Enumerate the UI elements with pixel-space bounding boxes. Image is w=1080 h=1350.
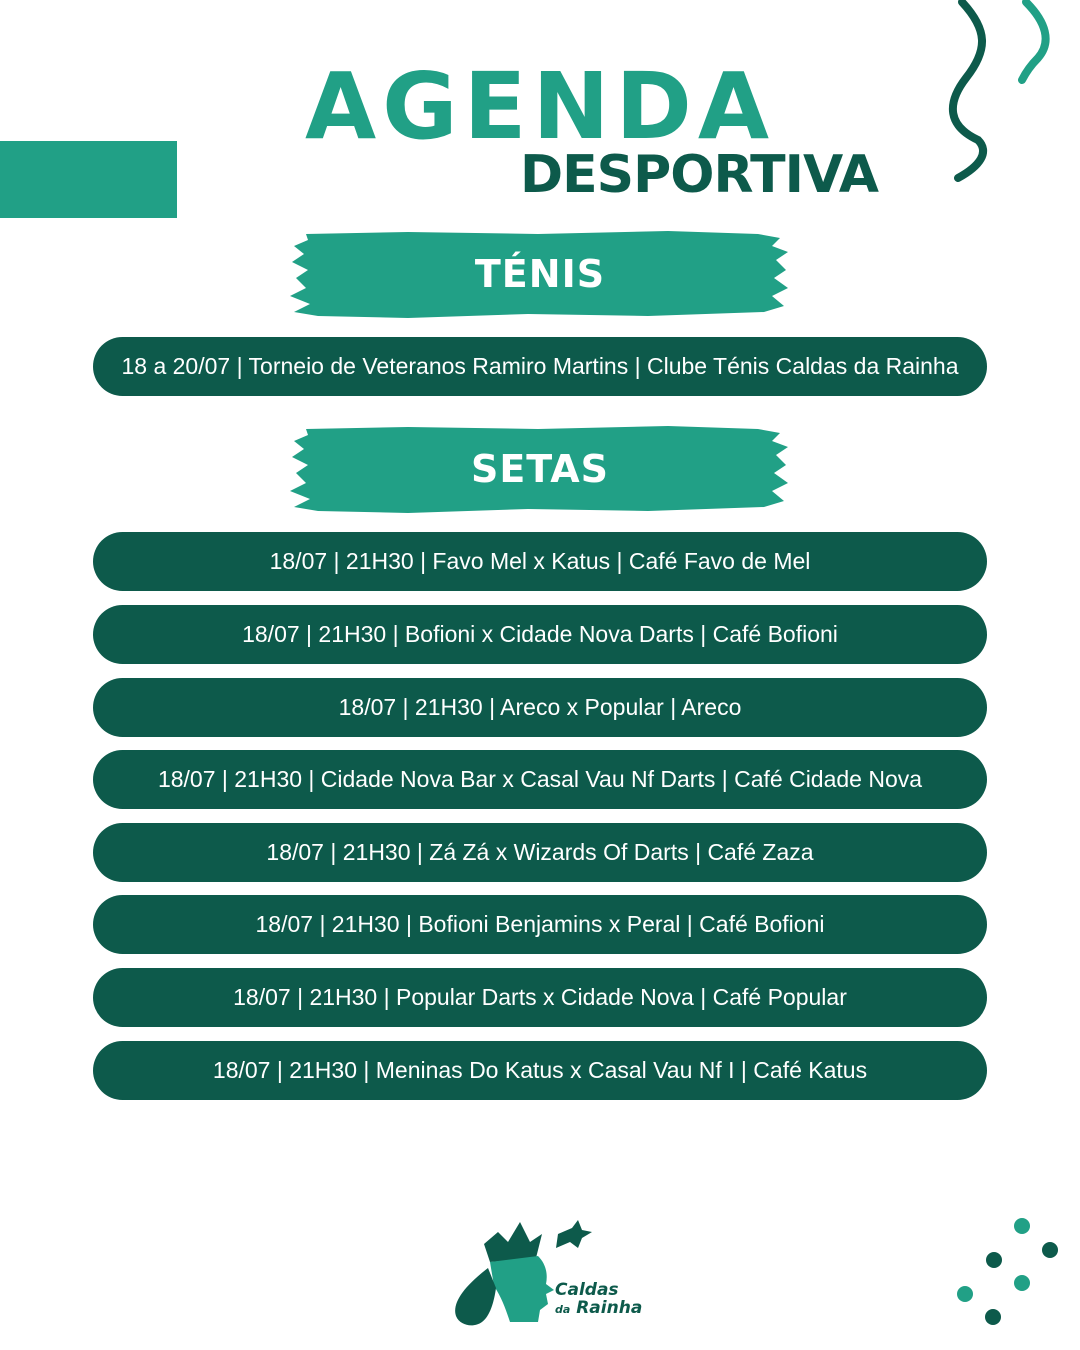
section-label: TÉNIS	[474, 252, 606, 296]
event-row: 18/07 | 21H30 | Popular Darts x Cidade Nova | Café Popular	[93, 968, 987, 1027]
event-row: 18/07 | 21H30 | Cidade Nova Bar x Casal Vau Nf Darts | Café Cidade Nova	[93, 750, 987, 809]
event-row: 18 a 20/07 | Torneio de Veteranos Ramiro Martins | Clube Ténis Caldas da Rainha	[93, 337, 987, 396]
logo-text-da: da	[555, 1303, 571, 1316]
event-row: 18/07 | 21H30 | Areco x Popular | Areco	[93, 678, 987, 737]
section-label: SETAS	[470, 447, 610, 491]
page-subtitle: DESPORTIVA	[520, 145, 878, 205]
event-row: 18/07 | 21H30 | Bofioni x Cidade Nova Darts | Café Bofioni	[93, 605, 987, 664]
event-row: 18/07 | 21H30 | Zá Zá x Wizards Of Darts | Café Zaza	[93, 823, 987, 882]
section-banner-tenis	[288, 228, 792, 320]
event-row: 18/07 | 21H30 | Meninas Do Katus x Casal Vau Nf I | Café Katus	[93, 1041, 987, 1100]
event-row: 18/07 | 21H30 | Bofioni Benjamins x Peral | Café Bofioni	[93, 895, 987, 954]
logo-text-caldas: Caldas	[555, 1280, 619, 1300]
logo-text-rainha	[555, 1298, 642, 1320]
dots-decoration-icon	[950, 1210, 1060, 1330]
page-title: AGENDA	[304, 53, 776, 160]
event-row: 18/07 | 21H30 | Favo Mel x Katus | Café Favo de Mel	[93, 532, 987, 591]
section-banner-setas	[288, 423, 792, 515]
logo-text-rainha-word: Rainha	[576, 1298, 643, 1318]
